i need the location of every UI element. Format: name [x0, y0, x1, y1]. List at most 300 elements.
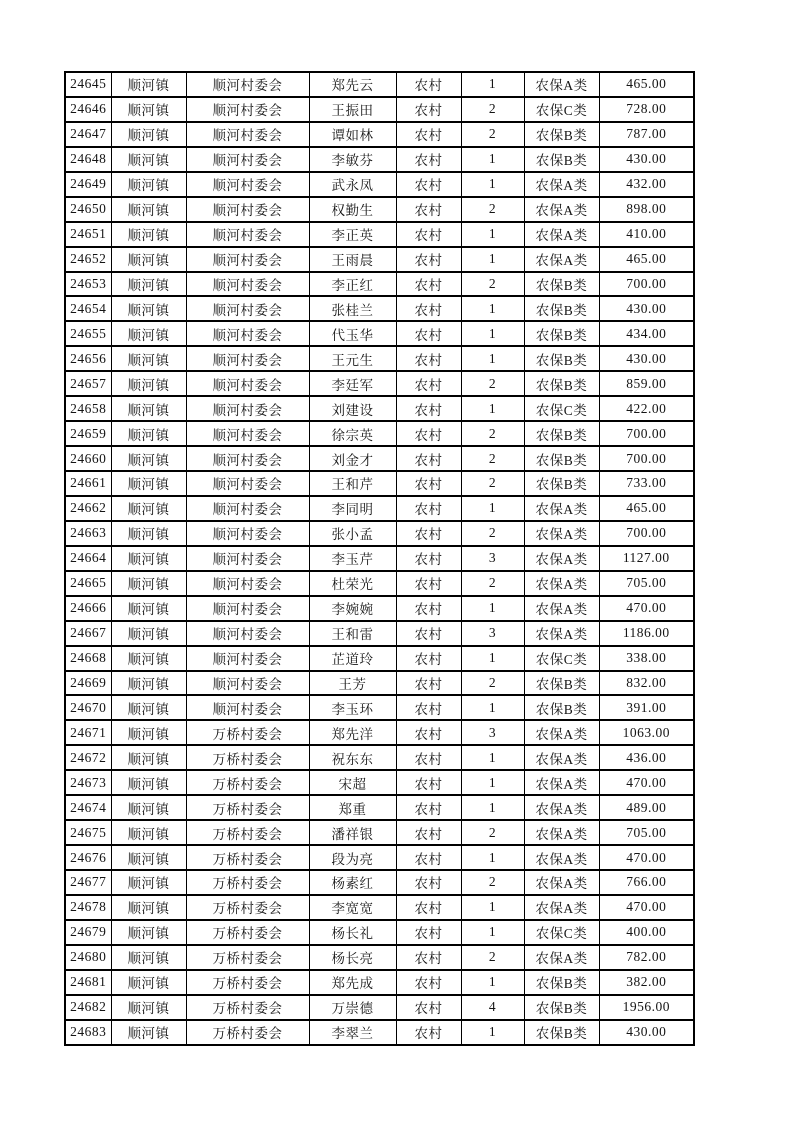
cell-name: 李正英 [309, 222, 396, 247]
cell-residence-type: 农村 [396, 321, 461, 346]
cell-person-count: 3 [461, 621, 524, 646]
cell-village: 顺河村委会 [186, 471, 309, 496]
cell-insurance-category: 农保A类 [524, 496, 599, 521]
table-row [65, 621, 694, 646]
cell-id: 24650 [65, 197, 111, 222]
cell-amount: 338.00 [599, 646, 694, 671]
cell-id: 24659 [65, 421, 111, 446]
cell-insurance-category: 农保B类 [524, 296, 599, 321]
cell-insurance-category: 农保B类 [524, 446, 599, 471]
cell-amount: 430.00 [599, 296, 694, 321]
cell-id: 24665 [65, 571, 111, 596]
cell-town: 顺河镇 [111, 446, 186, 471]
cell-amount: 832.00 [599, 671, 694, 696]
cell-town: 顺河镇 [111, 820, 186, 845]
cell-name: 刘金才 [309, 446, 396, 471]
cell-amount: 859.00 [599, 371, 694, 396]
cell-amount: 434.00 [599, 321, 694, 346]
cell-residence-type: 农村 [396, 845, 461, 870]
cell-town: 顺河镇 [111, 770, 186, 795]
cell-name: 杜荣光 [309, 571, 396, 596]
cell-village: 顺河村委会 [186, 646, 309, 671]
table-row [65, 97, 694, 122]
cell-name: 宋超 [309, 770, 396, 795]
cell-residence-type: 农村 [396, 745, 461, 770]
cell-residence-type: 农村 [396, 671, 461, 696]
cell-person-count: 2 [461, 471, 524, 496]
table-row [65, 995, 694, 1020]
cell-id: 24681 [65, 970, 111, 995]
cell-town: 顺河镇 [111, 197, 186, 222]
cell-id: 24663 [65, 521, 111, 546]
cell-village: 万桥村委会 [186, 745, 309, 770]
cell-insurance-category: 农保B类 [524, 371, 599, 396]
cell-person-count: 1 [461, 795, 524, 820]
cell-insurance-category: 农保C类 [524, 646, 599, 671]
cell-residence-type: 农村 [396, 621, 461, 646]
table-row [65, 695, 694, 720]
cell-person-count: 1 [461, 920, 524, 945]
cell-insurance-category: 农保C类 [524, 97, 599, 122]
cell-id: 24683 [65, 1020, 111, 1045]
table-row [65, 421, 694, 446]
cell-person-count: 1 [461, 172, 524, 197]
cell-amount: 470.00 [599, 770, 694, 795]
cell-residence-type: 农村 [396, 346, 461, 371]
cell-name: 谭如林 [309, 122, 396, 147]
table-row [65, 296, 694, 321]
cell-residence-type: 农村 [396, 646, 461, 671]
cell-id: 24680 [65, 945, 111, 970]
cell-town: 顺河镇 [111, 1020, 186, 1045]
cell-residence-type: 农村 [396, 596, 461, 621]
cell-name: 张小孟 [309, 521, 396, 546]
cell-village: 顺河村委会 [186, 147, 309, 172]
cell-person-count: 2 [461, 371, 524, 396]
cell-amount: 1127.00 [599, 546, 694, 571]
table-row [65, 147, 694, 172]
table-row [65, 720, 694, 745]
cell-name: 王元生 [309, 346, 396, 371]
cell-village: 顺河村委会 [186, 546, 309, 571]
cell-person-count: 2 [461, 446, 524, 471]
cell-name: 李婉婉 [309, 596, 396, 621]
cell-name: 李正红 [309, 272, 396, 297]
cell-name: 李玉环 [309, 695, 396, 720]
cell-name: 杨长亮 [309, 945, 396, 970]
cell-name: 芷道玲 [309, 646, 396, 671]
cell-name: 李玉芹 [309, 546, 396, 571]
cell-town: 顺河镇 [111, 845, 186, 870]
cell-name: 王和雷 [309, 621, 396, 646]
table-row [65, 546, 694, 571]
cell-name: 李廷军 [309, 371, 396, 396]
cell-amount: 1186.00 [599, 621, 694, 646]
cell-insurance-category: 农保B类 [524, 321, 599, 346]
cell-id: 24664 [65, 546, 111, 571]
cell-id: 24648 [65, 147, 111, 172]
cell-village: 顺河村委会 [186, 272, 309, 297]
cell-name: 王和芹 [309, 471, 396, 496]
cell-residence-type: 农村 [396, 247, 461, 272]
cell-amount: 436.00 [599, 745, 694, 770]
table-row [65, 795, 694, 820]
cell-person-count: 1 [461, 346, 524, 371]
cell-insurance-category: 农保A类 [524, 247, 599, 272]
cell-person-count: 1 [461, 646, 524, 671]
table-row [65, 1020, 694, 1045]
cell-id: 24671 [65, 720, 111, 745]
cell-amount: 1956.00 [599, 995, 694, 1020]
cell-name: 王振田 [309, 97, 396, 122]
cell-residence-type: 农村 [396, 571, 461, 596]
cell-person-count: 1 [461, 1020, 524, 1045]
cell-town: 顺河镇 [111, 122, 186, 147]
cell-name: 潘祥银 [309, 820, 396, 845]
cell-id: 24669 [65, 671, 111, 696]
cell-person-count: 1 [461, 845, 524, 870]
table-row [65, 122, 694, 147]
cell-residence-type: 农村 [396, 995, 461, 1020]
cell-name: 徐宗英 [309, 421, 396, 446]
cell-town: 顺河镇 [111, 621, 186, 646]
cell-residence-type: 农村 [396, 147, 461, 172]
cell-name: 王芳 [309, 671, 396, 696]
cell-village: 顺河村委会 [186, 671, 309, 696]
cell-person-count: 1 [461, 147, 524, 172]
cell-name: 郑先成 [309, 970, 396, 995]
cell-name: 万崇德 [309, 995, 396, 1020]
cell-insurance-category: 农保B类 [524, 272, 599, 297]
cell-village: 顺河村委会 [186, 97, 309, 122]
cell-person-count: 2 [461, 945, 524, 970]
cell-amount: 787.00 [599, 122, 694, 147]
cell-id: 24649 [65, 172, 111, 197]
cell-town: 顺河镇 [111, 247, 186, 272]
cell-town: 顺河镇 [111, 646, 186, 671]
table-body [65, 72, 694, 1045]
cell-insurance-category: 农保C类 [524, 920, 599, 945]
table-row [65, 845, 694, 870]
cell-id: 24661 [65, 471, 111, 496]
cell-residence-type: 农村 [396, 421, 461, 446]
cell-village: 顺河村委会 [186, 296, 309, 321]
cell-insurance-category: 农保A类 [524, 895, 599, 920]
cell-id: 24656 [65, 346, 111, 371]
cell-id: 24667 [65, 621, 111, 646]
cell-village: 万桥村委会 [186, 970, 309, 995]
cell-insurance-category: 农保A类 [524, 745, 599, 770]
cell-residence-type: 农村 [396, 296, 461, 321]
cell-name: 段为亮 [309, 845, 396, 870]
table-row [65, 222, 694, 247]
cell-id: 24668 [65, 646, 111, 671]
cell-name: 杨长礼 [309, 920, 396, 945]
cell-village: 顺河村委会 [186, 596, 309, 621]
cell-town: 顺河镇 [111, 895, 186, 920]
cell-name: 郑重 [309, 795, 396, 820]
cell-insurance-category: 农保B类 [524, 1020, 599, 1045]
cell-amount: 470.00 [599, 596, 694, 621]
cell-person-count: 1 [461, 72, 524, 97]
cell-amount: 400.00 [599, 920, 694, 945]
cell-amount: 782.00 [599, 945, 694, 970]
cell-insurance-category: 农保A类 [524, 72, 599, 97]
cell-residence-type: 农村 [396, 197, 461, 222]
cell-id: 24666 [65, 596, 111, 621]
cell-amount: 1063.00 [599, 720, 694, 745]
cell-insurance-category: 农保B类 [524, 695, 599, 720]
cell-village: 万桥村委会 [186, 895, 309, 920]
cell-village: 万桥村委会 [186, 795, 309, 820]
cell-id: 24676 [65, 845, 111, 870]
cell-id: 24654 [65, 296, 111, 321]
cell-insurance-category: 农保A类 [524, 222, 599, 247]
cell-id: 24678 [65, 895, 111, 920]
cell-id: 24675 [65, 820, 111, 845]
cell-village: 万桥村委会 [186, 870, 309, 895]
cell-amount: 733.00 [599, 471, 694, 496]
cell-village: 顺河村委会 [186, 371, 309, 396]
cell-town: 顺河镇 [111, 571, 186, 596]
cell-town: 顺河镇 [111, 371, 186, 396]
cell-person-count: 2 [461, 272, 524, 297]
cell-village: 顺河村委会 [186, 421, 309, 446]
cell-residence-type: 农村 [396, 97, 461, 122]
cell-town: 顺河镇 [111, 72, 186, 97]
cell-residence-type: 农村 [396, 695, 461, 720]
cell-id: 24657 [65, 371, 111, 396]
cell-amount: 465.00 [599, 72, 694, 97]
cell-residence-type: 农村 [396, 122, 461, 147]
cell-residence-type: 农村 [396, 172, 461, 197]
cell-person-count: 1 [461, 745, 524, 770]
cell-insurance-category: 农保B类 [524, 471, 599, 496]
cell-person-count: 2 [461, 870, 524, 895]
cell-village: 顺河村委会 [186, 222, 309, 247]
cell-insurance-category: 农保B类 [524, 147, 599, 172]
cell-amount: 489.00 [599, 795, 694, 820]
cell-village: 顺河村委会 [186, 521, 309, 546]
cell-amount: 422.00 [599, 396, 694, 421]
cell-person-count: 2 [461, 421, 524, 446]
cell-residence-type: 农村 [396, 820, 461, 845]
table-row [65, 197, 694, 222]
cell-village: 顺河村委会 [186, 247, 309, 272]
cell-insurance-category: 农保B类 [524, 421, 599, 446]
table-row [65, 571, 694, 596]
cell-town: 顺河镇 [111, 346, 186, 371]
cell-village: 顺河村委会 [186, 621, 309, 646]
cell-insurance-category: 农保A类 [524, 945, 599, 970]
cell-name: 杨素红 [309, 870, 396, 895]
benefits-table [64, 71, 695, 1046]
cell-village: 万桥村委会 [186, 995, 309, 1020]
cell-insurance-category: 农保A类 [524, 720, 599, 745]
cell-insurance-category: 农保A类 [524, 172, 599, 197]
cell-name: 武永凤 [309, 172, 396, 197]
cell-id: 24682 [65, 995, 111, 1020]
cell-residence-type: 农村 [396, 795, 461, 820]
cell-residence-type: 农村 [396, 546, 461, 571]
cell-insurance-category: 农保A类 [524, 197, 599, 222]
cell-id: 24673 [65, 770, 111, 795]
table-row [65, 970, 694, 995]
table-row [65, 945, 694, 970]
cell-town: 顺河镇 [111, 945, 186, 970]
cell-name: 祝东东 [309, 745, 396, 770]
cell-town: 顺河镇 [111, 396, 186, 421]
cell-amount: 705.00 [599, 820, 694, 845]
table-row [65, 895, 694, 920]
cell-person-count: 1 [461, 970, 524, 995]
cell-residence-type: 农村 [396, 521, 461, 546]
cell-town: 顺河镇 [111, 222, 186, 247]
cell-id: 24679 [65, 920, 111, 945]
cell-insurance-category: 农保B类 [524, 346, 599, 371]
cell-insurance-category: 农保A类 [524, 870, 599, 895]
cell-person-count: 4 [461, 995, 524, 1020]
cell-amount: 391.00 [599, 695, 694, 720]
cell-person-count: 2 [461, 571, 524, 596]
cell-town: 顺河镇 [111, 172, 186, 197]
cell-village: 顺河村委会 [186, 695, 309, 720]
cell-village: 顺河村委会 [186, 496, 309, 521]
cell-amount: 700.00 [599, 521, 694, 546]
cell-person-count: 1 [461, 895, 524, 920]
table-row [65, 321, 694, 346]
cell-name: 权勤生 [309, 197, 396, 222]
cell-village: 顺河村委会 [186, 346, 309, 371]
cell-person-count: 1 [461, 296, 524, 321]
cell-village: 万桥村委会 [186, 820, 309, 845]
cell-amount: 700.00 [599, 446, 694, 471]
cell-residence-type: 农村 [396, 471, 461, 496]
cell-person-count: 1 [461, 321, 524, 346]
cell-name: 李翠兰 [309, 1020, 396, 1045]
cell-id: 24670 [65, 695, 111, 720]
cell-name: 李宽宽 [309, 895, 396, 920]
cell-name: 王雨晨 [309, 247, 396, 272]
cell-town: 顺河镇 [111, 471, 186, 496]
cell-person-count: 2 [461, 521, 524, 546]
cell-residence-type: 农村 [396, 272, 461, 297]
cell-person-count: 1 [461, 222, 524, 247]
table-row [65, 272, 694, 297]
cell-amount: 430.00 [599, 147, 694, 172]
cell-person-count: 1 [461, 496, 524, 521]
cell-residence-type: 农村 [396, 720, 461, 745]
cell-id: 24651 [65, 222, 111, 247]
cell-town: 顺河镇 [111, 695, 186, 720]
cell-town: 顺河镇 [111, 920, 186, 945]
cell-person-count: 1 [461, 396, 524, 421]
cell-person-count: 2 [461, 122, 524, 147]
table-row [65, 671, 694, 696]
cell-name: 郑先洋 [309, 720, 396, 745]
cell-name: 张桂兰 [309, 296, 396, 321]
cell-person-count: 2 [461, 820, 524, 845]
cell-id: 24655 [65, 321, 111, 346]
cell-village: 顺河村委会 [186, 446, 309, 471]
cell-amount: 430.00 [599, 1020, 694, 1045]
table-row [65, 770, 694, 795]
table-row [65, 72, 694, 97]
cell-id: 24645 [65, 72, 111, 97]
cell-residence-type: 农村 [396, 770, 461, 795]
cell-residence-type: 农村 [396, 1020, 461, 1045]
cell-village: 万桥村委会 [186, 920, 309, 945]
table-row [65, 596, 694, 621]
cell-name: 代玉华 [309, 321, 396, 346]
cell-person-count: 1 [461, 596, 524, 621]
cell-town: 顺河镇 [111, 596, 186, 621]
cell-person-count: 2 [461, 97, 524, 122]
cell-amount: 470.00 [599, 845, 694, 870]
table-row [65, 396, 694, 421]
cell-village: 顺河村委会 [186, 321, 309, 346]
cell-village: 顺河村委会 [186, 122, 309, 147]
cell-amount: 700.00 [599, 272, 694, 297]
cell-residence-type: 农村 [396, 870, 461, 895]
cell-town: 顺河镇 [111, 296, 186, 321]
cell-insurance-category: 农保A类 [524, 546, 599, 571]
cell-village: 顺河村委会 [186, 571, 309, 596]
cell-insurance-category: 农保A类 [524, 571, 599, 596]
cell-town: 顺河镇 [111, 970, 186, 995]
cell-town: 顺河镇 [111, 321, 186, 346]
cell-id: 24653 [65, 272, 111, 297]
cell-name: 刘建设 [309, 396, 396, 421]
table-row [65, 471, 694, 496]
cell-name: 李同明 [309, 496, 396, 521]
table-row [65, 870, 694, 895]
cell-person-count: 2 [461, 197, 524, 222]
cell-amount: 432.00 [599, 172, 694, 197]
table-row [65, 346, 694, 371]
cell-amount: 430.00 [599, 346, 694, 371]
cell-id: 24662 [65, 496, 111, 521]
cell-id: 24646 [65, 97, 111, 122]
cell-amount: 700.00 [599, 421, 694, 446]
cell-town: 顺河镇 [111, 521, 186, 546]
cell-amount: 382.00 [599, 970, 694, 995]
cell-village: 顺河村委会 [186, 172, 309, 197]
cell-town: 顺河镇 [111, 671, 186, 696]
cell-person-count: 1 [461, 770, 524, 795]
cell-insurance-category: 农保A类 [524, 596, 599, 621]
cell-residence-type: 农村 [396, 945, 461, 970]
cell-town: 顺河镇 [111, 272, 186, 297]
cell-village: 万桥村委会 [186, 845, 309, 870]
cell-village: 万桥村委会 [186, 945, 309, 970]
cell-village: 万桥村委会 [186, 1020, 309, 1045]
cell-amount: 465.00 [599, 247, 694, 272]
cell-person-count: 1 [461, 247, 524, 272]
cell-amount: 766.00 [599, 870, 694, 895]
cell-amount: 470.00 [599, 895, 694, 920]
cell-town: 顺河镇 [111, 97, 186, 122]
table-row [65, 371, 694, 396]
cell-village: 万桥村委会 [186, 770, 309, 795]
cell-town: 顺河镇 [111, 745, 186, 770]
table-row [65, 920, 694, 945]
cell-person-count: 2 [461, 671, 524, 696]
cell-town: 顺河镇 [111, 995, 186, 1020]
cell-town: 顺河镇 [111, 546, 186, 571]
cell-village: 顺河村委会 [186, 72, 309, 97]
cell-insurance-category: 农保B类 [524, 970, 599, 995]
